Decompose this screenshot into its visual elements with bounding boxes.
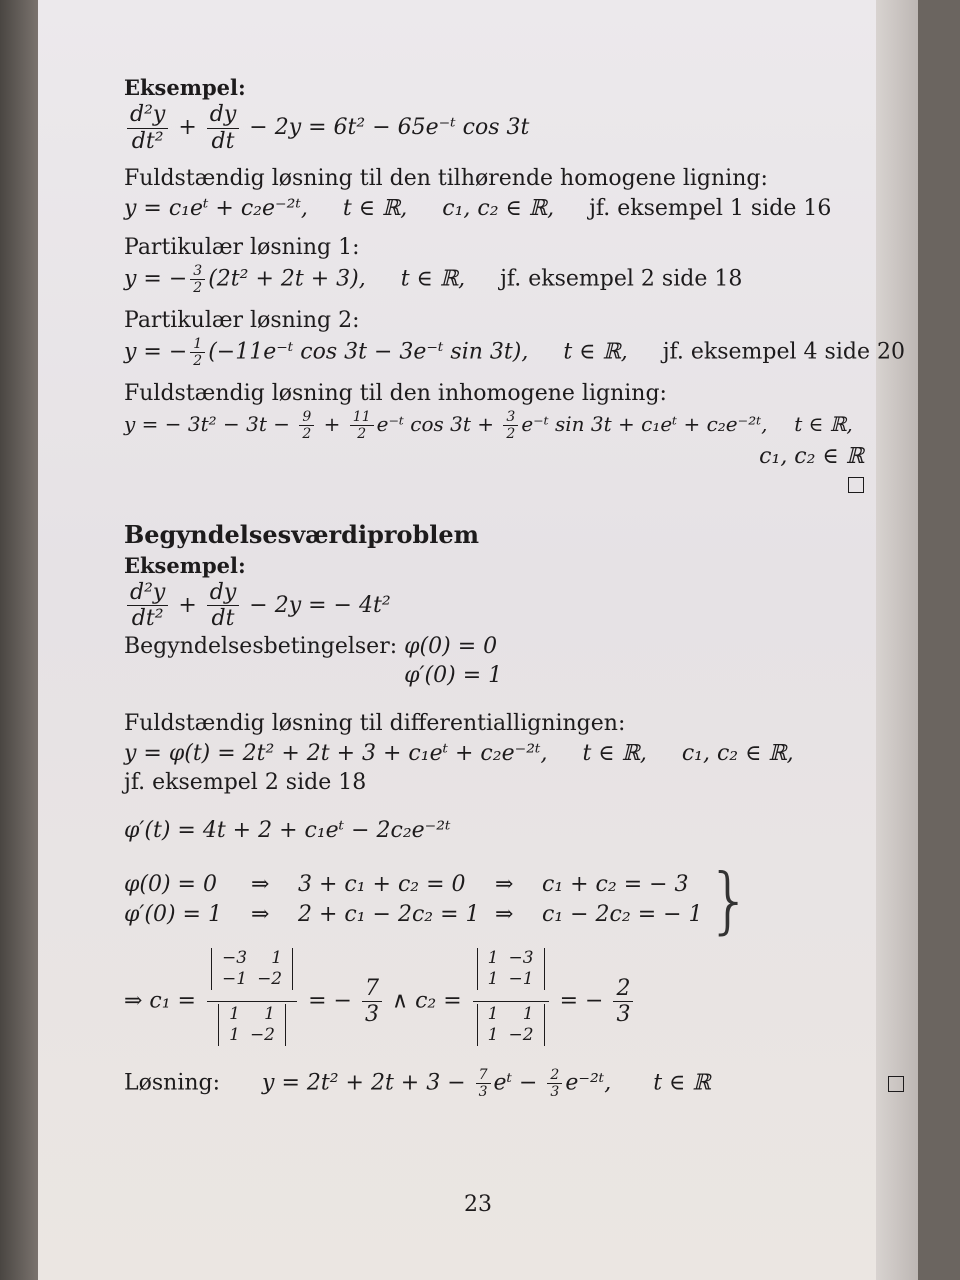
example2-equation: $\frac{\text{d²y}}{\text{dt²}}$ + $\frac{dy}{dt}$ − 2y = − 4t² [124, 580, 864, 632]
derivative: φ′(t) = 4t + 2 + c₁eᵗ − 2c₂e⁻²ᵗ [124, 818, 451, 844]
particular1-heading: Partikulær løsning 1: [124, 235, 360, 261]
inhomogeneous-consts: c₁, c₂ ∈ ℝ [759, 443, 864, 469]
determinant-matrix: 1 1 1 −2 [487, 1003, 534, 1046]
equation-system: φ(0) = 0 ⇒ 3 + c₁ + c₂ = 0 ⇒ c₁ + c₂ = − 3 φ′(0) = 1 ⇒ 2 + c₁ − 2c₂ = 1 ⇒ c₁ − 2c₂ = − 1 } [124, 857, 753, 942]
right-brace: } [706, 857, 753, 942]
general-solution: y = φ(t) = 2t² + 2t + 3 + c₁eᵗ + c₂e⁻²ᵗ, t ∈ ℝ, c₁, c₂ ∈ ℝ, [124, 740, 794, 766]
example1-equation: $\frac{\text{d²y}}{\text{dt²}}$ + $\frac{dy}{dt}$ − 2y = 6t² − 65e⁻ᵗ cos 3t [124, 102, 864, 154]
general-heading: Fuldstændig løsning til differentialligningen: [124, 711, 626, 737]
inhomogeneous-solution: y = − 3t² − 3t − $\frac{9}{2}$ + $\frac{11}{2}$ e⁻ᵗ cos 3t + $\frac{3}{2}$ e⁻ᵗ sin 3t + c₁eᵗ + c₂e⁻²ᵗ, t ∈ ℝ, [124, 408, 853, 442]
particular2-heading: Partikulær løsning 2: [124, 308, 360, 334]
homogeneous-heading: Fuldstændig løsning til den tilhørende homogene ligning: [124, 165, 768, 191]
cramer-rule: ⇒ c₁ = −3 1 −1 −2 1 1 1 −2 = − $\frac{7}{3}$ ∧ c₂ = 1 −3 1 −1 1 1 1 −2 = − $\frac{2}{3}$ [124, 946, 864, 1057]
determinant-matrix: −3 1 −1 −2 [222, 947, 283, 990]
inhomogeneous-heading: Fuldstændig løsning til den inhomogene ligning: [124, 381, 667, 407]
general-reference: jf. eksempel 2 side 18 [124, 770, 367, 796]
book-page [38, 0, 918, 1280]
qed-mark-2 [888, 1076, 904, 1092]
qed-mark-1 [124, 472, 864, 502]
page-number: 23 [464, 1192, 492, 1217]
determinant-matrix: 1 −3 1 −1 [487, 947, 534, 990]
page-content [124, 74, 905, 1101]
determinant-matrix: 1 1 1 −2 [229, 1003, 275, 1046]
initial-conditions: Begyndelsesbetingelser: φ(0) = 0 φ′(0) = 1 [124, 633, 503, 689]
page-left-shadow [0, 0, 38, 1280]
homogeneous-solution: y = c₁eᵗ + c₂e⁻²ᵗ, t ∈ ℝ, c₁, c₂ ∈ ℝ, jf. eksempel 1 side 16 [124, 195, 832, 221]
example2-label: Eksempel: [124, 552, 246, 578]
particular1-solution: y = − $\frac{3}{2}$ (2t² + 2t + 3), t ∈ ℝ, jf. eksempel 2 side 18 [124, 263, 743, 297]
example1-label: Eksempel: [124, 75, 246, 100]
final-solution: Løsning: y = 2t² + 2t + 3 − $\frac{7}{3}$ eᵗ − $\frac{2}{3}$ e⁻²ᵗ, t ∈ ℝ [124, 1067, 864, 1100]
section-title: Begyndelsesværdiproblem [124, 520, 480, 550]
particular2-solution: y = − $\frac{1}{2}$ (−11e⁻ᵗ cos 3t − 3e⁻ᵗ sin 3t), t ∈ ℝ, jf. eksempel 4 side 20 [124, 335, 905, 369]
